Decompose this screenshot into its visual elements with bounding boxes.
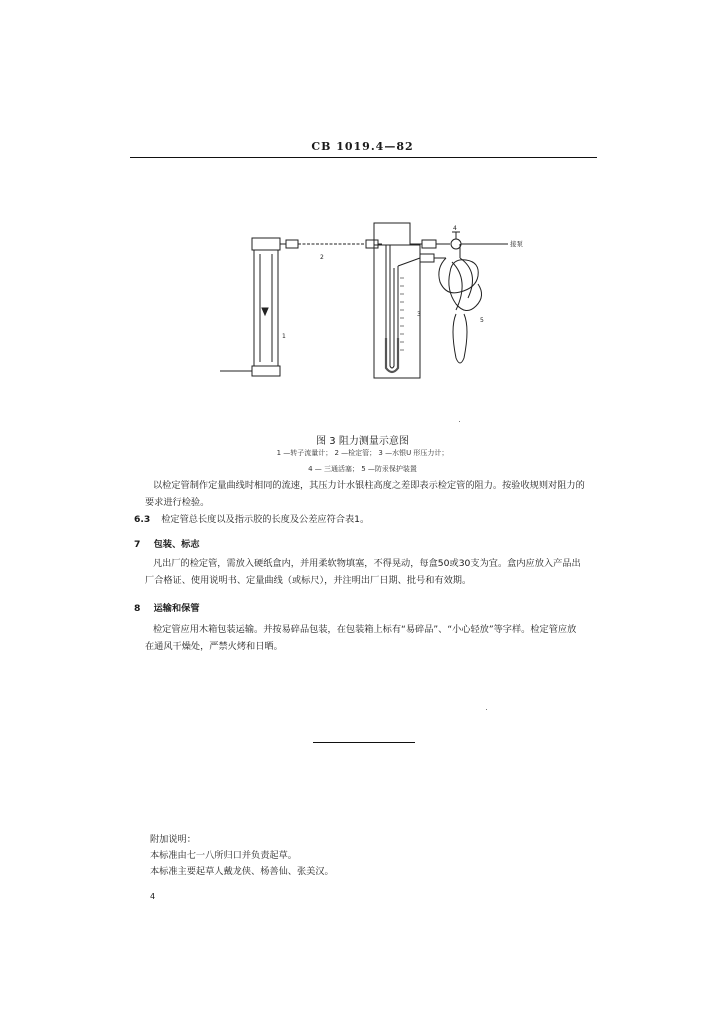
header-rule bbox=[130, 157, 597, 158]
mercury-protection-device bbox=[439, 244, 482, 363]
mercury-u-manometer bbox=[374, 223, 420, 378]
appendix-line1: 本标准由七一八所归口并负责起草。 bbox=[150, 850, 297, 861]
section-8-number: 8 bbox=[134, 603, 141, 614]
section-8-paragraph: 检定管应用木箱包装运输。并按易碎品包装，在包装箱上标有“易碎品”、“小心轻放”等字样。检定管应放在通风干燥处，严禁火烤和日晒。 bbox=[145, 624, 577, 652]
clause-6-3 bbox=[134, 511, 584, 528]
scan-speck bbox=[486, 709, 487, 710]
standard-code-header: CB 1019.4—82 bbox=[311, 140, 414, 153]
section-8-title: 运输和保管 bbox=[153, 603, 200, 614]
rotameter-flowmeter bbox=[220, 238, 280, 376]
appendix-line2: 本标准主要起草人戴龙侠、杨善仙、张美汉。 bbox=[150, 866, 334, 877]
figure-legend-line1: 1 —转子流量计； 2 —检定管； 3 —水银U 形压力计； bbox=[276, 449, 449, 457]
end-rule bbox=[313, 742, 415, 743]
page-number: 4 bbox=[150, 892, 156, 901]
appendix-notes bbox=[150, 832, 550, 880]
section-7-number: 7 bbox=[134, 539, 141, 550]
scan-speck bbox=[459, 421, 460, 422]
label-1: 1 bbox=[282, 333, 286, 340]
figure-legend-line2: 4 — 三通活塞； 5 —防汞保护装置 bbox=[308, 465, 417, 473]
section-8-heading bbox=[134, 600, 200, 614]
label-2: 2 bbox=[320, 254, 324, 261]
label-4: 4 bbox=[453, 225, 457, 232]
section-7-title: 包装、标志 bbox=[153, 539, 200, 550]
appendix-title: 附加说明： bbox=[150, 834, 196, 845]
clause-6-3-number: 6.3 bbox=[134, 514, 151, 525]
section-7-heading bbox=[134, 536, 200, 550]
figure-caption: 图 3 阻力测量示意图 bbox=[316, 436, 409, 447]
clause-6-3-text: 检定管总长度以及指示胶的长度及公差应符合表1。 bbox=[161, 514, 370, 525]
paragraph-resistance: 以检定管制作定量曲线时相同的流速，其压力计水银柱高度之差即表示检定管的阻力。按验收规则对阻力的要求进行检验。 bbox=[145, 480, 585, 508]
section-7-paragraph: 凡出厂的检定管，需放入硬纸盒内，并用柔软物填塞，不得晃动，每盒50或30支为宜。盒内应放入产品出厂合格证、使用说明书、定量曲线（或标尺），并注明出厂日期、批号和有效期。 bbox=[145, 558, 581, 586]
pump-label: 接泵 bbox=[510, 240, 523, 248]
label-3: 3 bbox=[417, 311, 421, 318]
resistance-measurement-diagram bbox=[210, 218, 540, 388]
label-5: 5 bbox=[480, 317, 484, 324]
